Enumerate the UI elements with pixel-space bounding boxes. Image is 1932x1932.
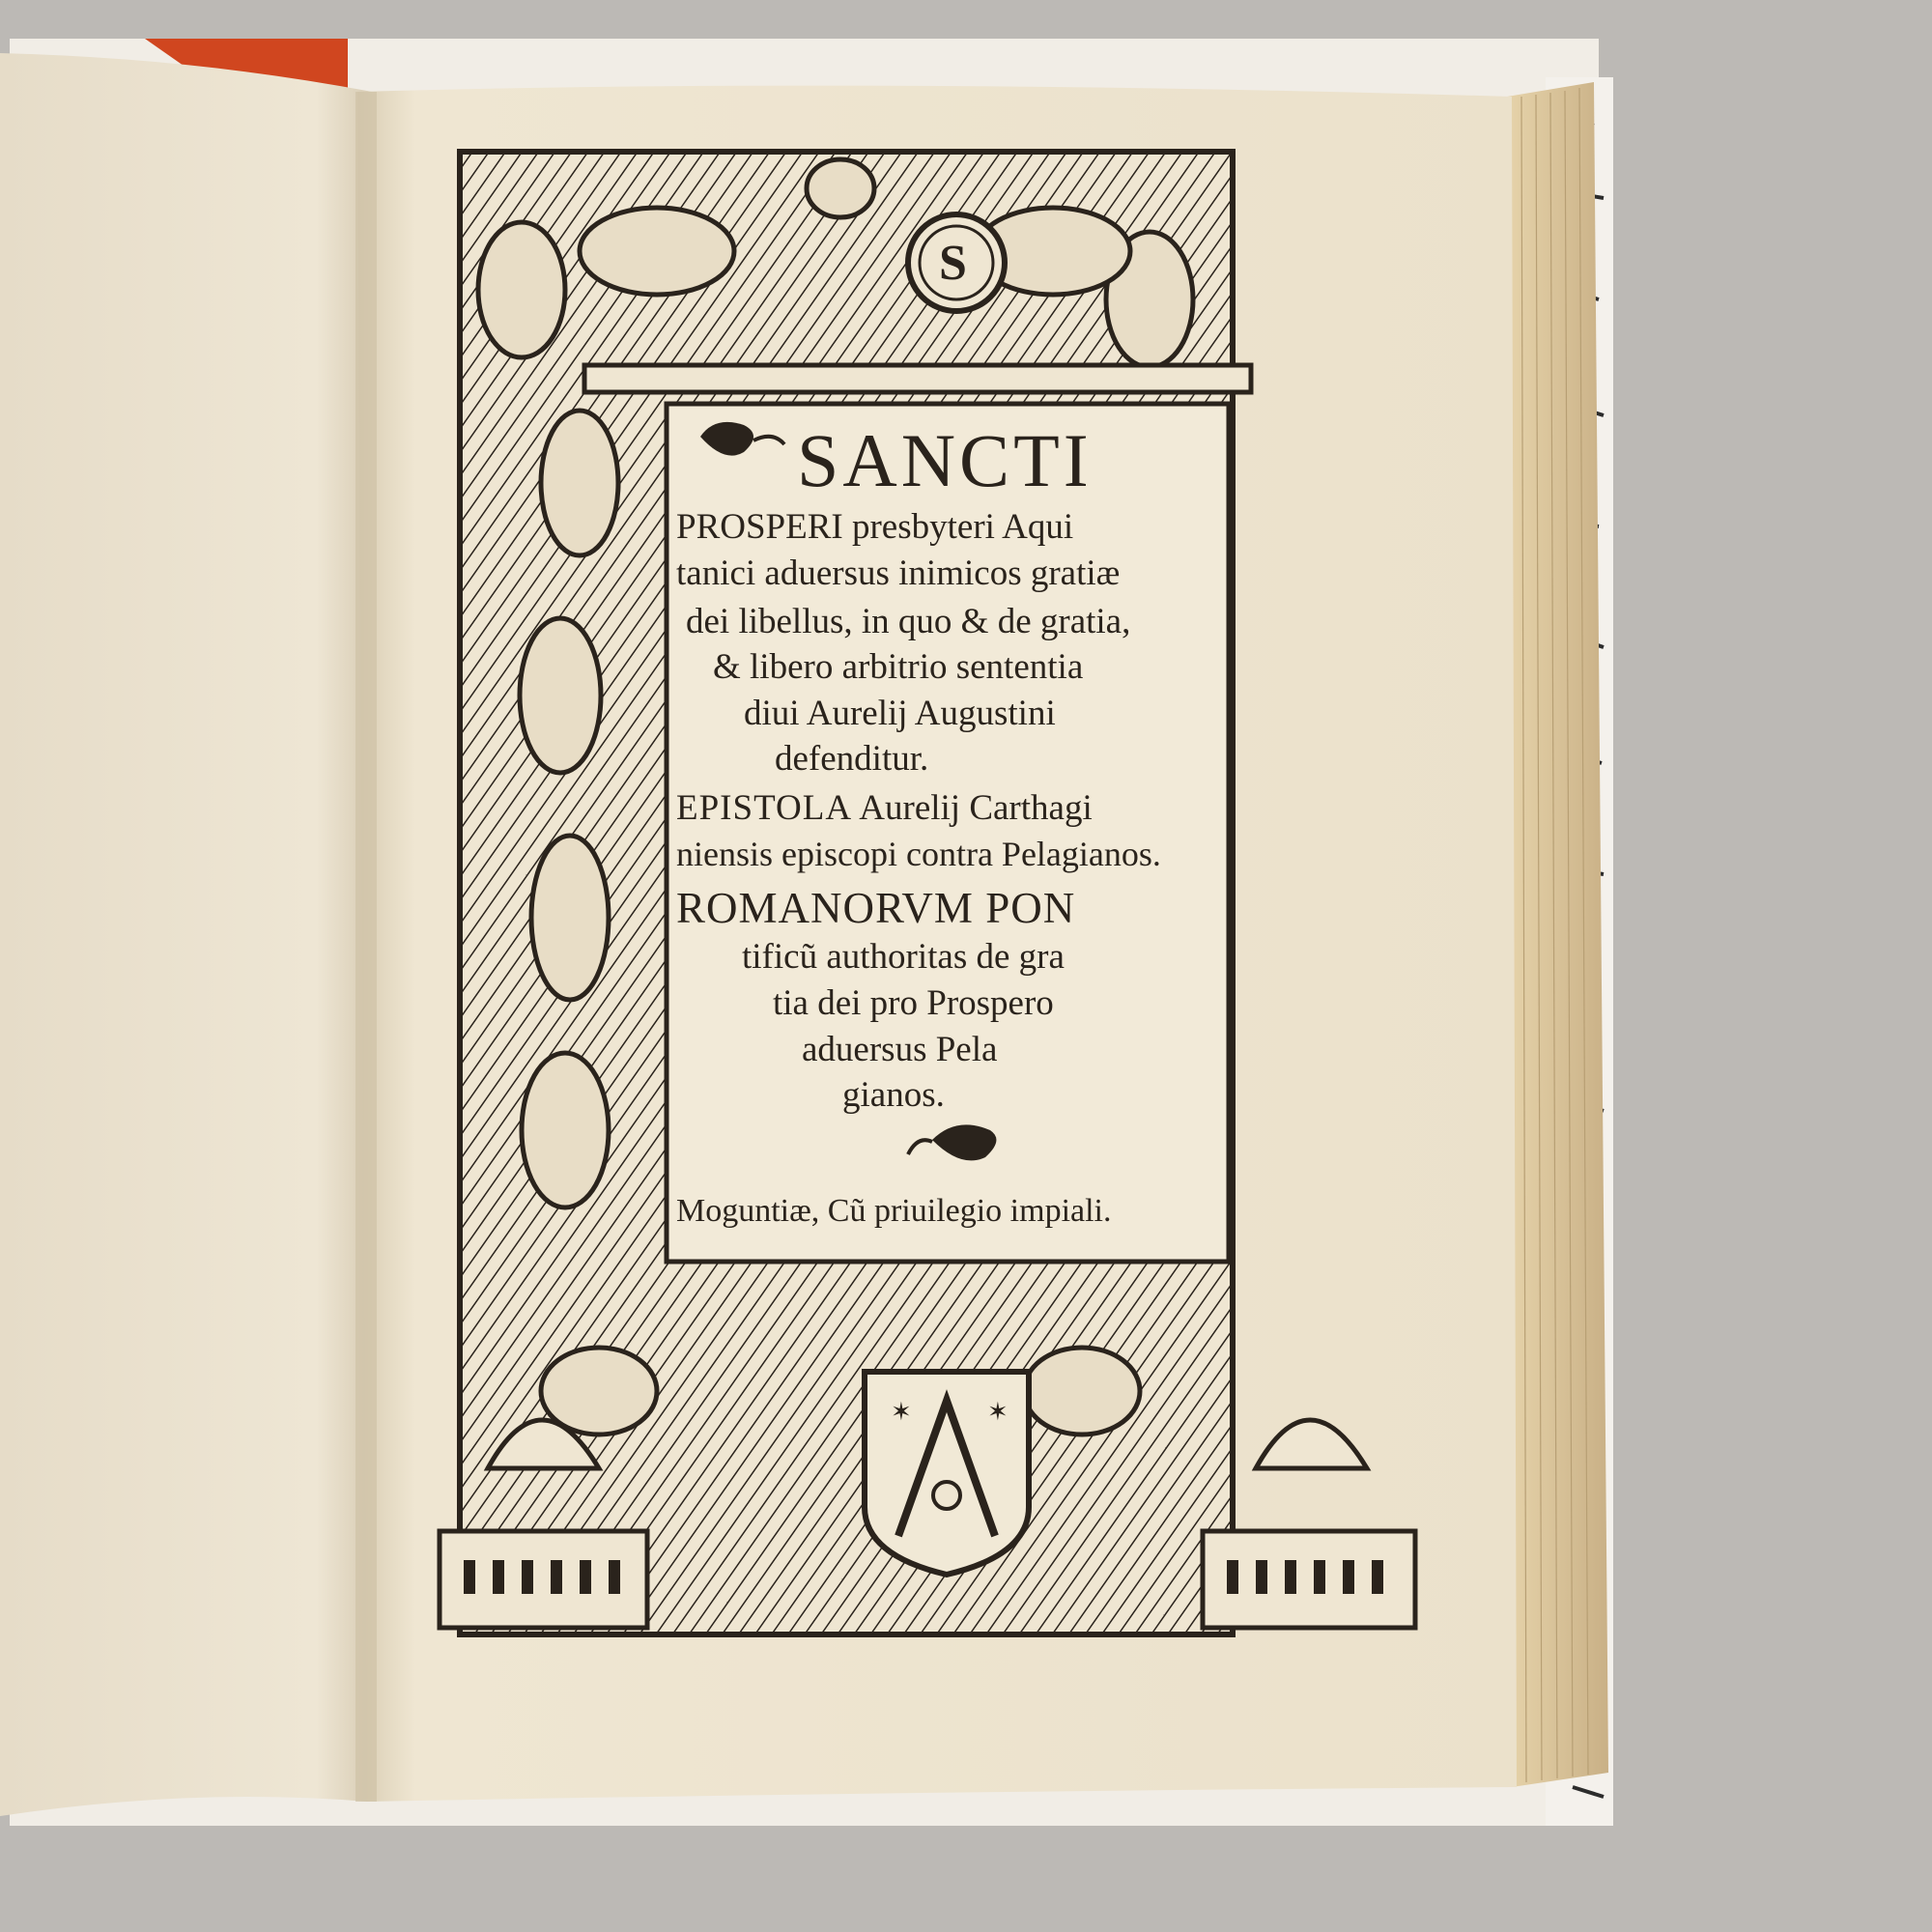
romanorum-line-1: tificũ authoritas de gra	[742, 937, 1065, 977]
romanorum-line-3: aduersus Pela	[802, 1030, 998, 1069]
top-medallion-letter: S	[939, 236, 967, 291]
title-line-2: tanici aduersus inimicos gratiæ	[676, 554, 1121, 593]
title-line-1: PROSPERI presbyteri Aqui	[676, 507, 1074, 547]
romanorum-line-4: gianos.	[842, 1075, 945, 1115]
svg-text:✶: ✶	[987, 1398, 1009, 1427]
title-heading: SANCTI	[797, 418, 1093, 502]
romanorum-lead: ROMANORVM PON	[676, 884, 1076, 932]
imprint: Moguntiæ, Cũ priuilegio impiali.	[676, 1193, 1112, 1229]
title-line-6: defenditur.	[775, 739, 929, 779]
epistola-line-1	[676, 790, 1093, 826]
title-line-5: diui Aurelij Augustini	[744, 694, 1056, 733]
epistola-rest: Aurelij Carthagi	[859, 788, 1093, 828]
title-line-4: & libero arbitrio sententia	[713, 647, 1084, 687]
title-line-3: dei libellus, in quo & de gratia,	[686, 602, 1131, 641]
svg-text:✶: ✶	[891, 1398, 912, 1427]
epistola-line-2: niensis episcopi contra Pelagianos.	[676, 835, 1161, 873]
epistola-lead: EPISTOLA	[676, 788, 853, 828]
romanorum-line-2: tia dei pro Prospero	[773, 983, 1054, 1023]
